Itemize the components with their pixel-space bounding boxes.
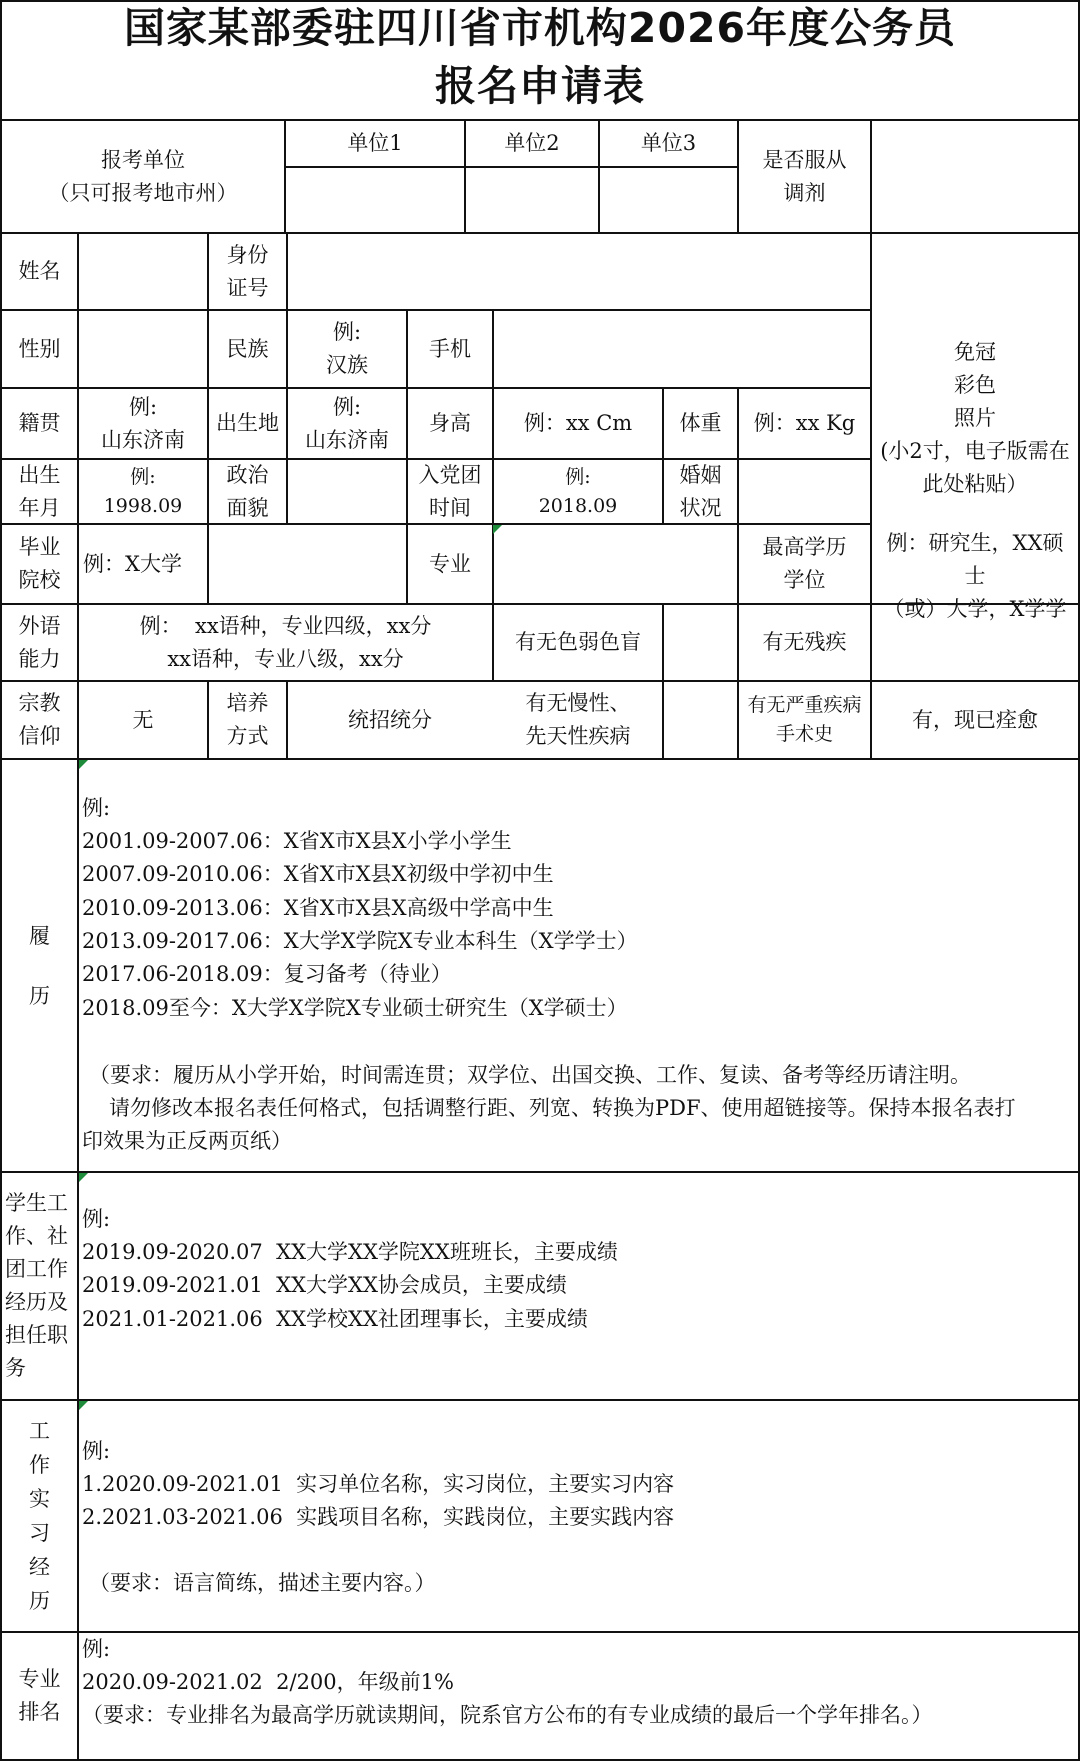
weight-field[interactable]: 例：xx Kg <box>753 411 856 435</box>
internship-field[interactable] <box>79 1401 1078 1631</box>
religion-label: 宗教 信仰 <box>18 691 61 748</box>
resume-note-line: 请勿修改本报名表任何格式，包括调整行距、列宽、转换为PDF、使用超链接等。保持本报名表打 <box>89 1096 1016 1120</box>
unit1-field[interactable] <box>286 168 464 232</box>
resume-field[interactable] <box>79 760 1078 1171</box>
chronic-label: 有无慢性、 先天性疾病 <box>525 691 631 748</box>
gender-field[interactable] <box>79 311 207 387</box>
school-label: 毕业 院校 <box>18 535 61 592</box>
internship-line: 2.2021.03-2021.06 实践项目名称，实践岗位，主要实践内容 <box>82 1505 675 1529</box>
disability-field[interactable] <box>872 605 1078 680</box>
party-field[interactable]: 例: 2018.09 <box>538 465 618 517</box>
training-label: 培养 方式 <box>226 691 269 748</box>
ranking-field[interactable] <box>79 1633 1078 1759</box>
resume-line: 2007.09-2010.06：X省X市X县X初级中学初中生 <box>82 862 554 886</box>
language-field[interactable]: 例： xx语种，专业四级，xx分 xx语种，专业八级，xx分 <box>139 613 432 671</box>
gender-label: 性别 <box>18 336 61 361</box>
degree-field[interactable]: 例：研究生，XX硕 士 （或）大学，X学学 <box>883 531 1067 621</box>
photo-box[interactable]: 免冠 彩色 照片 (小2寸，电子版需在 此处粘贴） <box>880 340 1070 496</box>
birth-field[interactable]: 例: 1998.09 <box>103 465 183 517</box>
ranking-label: 专业 排名 <box>18 1667 61 1724</box>
student-work-line: 2019.09-2021.01 XX大学XX协会成员，主要成绩 <box>82 1273 567 1297</box>
id-label: 身份 证号 <box>226 242 269 300</box>
resume-line: 2018.09至今：X大学X学院X专业硕士研究生（X学硕士） <box>82 996 628 1020</box>
resume-line: 2017.06-2018.09：复习备考（待业） <box>82 962 452 986</box>
ranking-line: （要求：专业排名为最高学历就读期间，院系官方公布的有专业成绩的最后一个学年排名。） <box>82 1703 933 1727</box>
major-field[interactable] <box>494 525 737 603</box>
weight-label: 体重 <box>679 411 722 435</box>
native-field[interactable]: 例: 山东济南 <box>101 394 185 452</box>
ranking-line: 例: <box>82 1637 111 1661</box>
internship-note: （要求：语言简练，描述主要内容。） <box>89 1571 436 1595</box>
surgery-label: 有无严重疾病 手术史 <box>747 694 862 745</box>
height-field[interactable]: 例：xx Cm <box>523 411 633 435</box>
internship-line: 例: <box>82 1439 111 1463</box>
degree-label: 最高学历 学位 <box>762 535 847 592</box>
resume-note-line: 印效果为正反两页纸） <box>82 1129 292 1153</box>
resume-line: 2013.09-2017.06：X大学X学院X专业本科生（X学学士） <box>82 929 638 953</box>
resume-label: 履 历 <box>29 923 50 1008</box>
school-field[interactable]: 例：X大学 <box>83 551 182 576</box>
language-label: 外语 能力 <box>18 613 61 671</box>
form-title-line-2: 报名申请表 <box>435 62 645 110</box>
resume-line: 2010.09-2013.06：X省X市X县X高级中学高中生 <box>82 896 554 920</box>
native-label: 籍贯 <box>18 411 61 435</box>
resume-line: 例: <box>82 796 111 820</box>
birthplace-label: 出生地 <box>216 411 279 435</box>
colorblind-field[interactable] <box>664 605 737 680</box>
unit1-label: 单位1 <box>347 131 403 155</box>
ranking-line: 2020.09-2021.02 2/200，年级前1% <box>82 1670 454 1694</box>
marriage-field[interactable] <box>739 460 870 523</box>
phone-field[interactable] <box>494 311 870 387</box>
internship-label: 工 作 实 习 经 历 <box>29 1419 50 1613</box>
student-work-field[interactable] <box>79 1173 1078 1399</box>
party-label: 入党团 时间 <box>418 462 482 520</box>
resume-line: 2001.09-2007.06：X省X市X县X小学小学生 <box>82 829 512 853</box>
student-work-line: 2021.01-2021.06 XX学校XX社团理事长，主要成绩 <box>82 1307 588 1331</box>
training-field[interactable]: 统招统分 <box>348 707 432 732</box>
student-work-label: 学生工 作、社 团工作 经历及 担任职 务 <box>5 1191 68 1380</box>
internship-line: 1.2020.09-2021.01 实习单位名称，实习岗位，主要实习内容 <box>82 1472 675 1496</box>
height-label: 身高 <box>429 411 471 435</box>
political-field[interactable] <box>288 460 406 523</box>
unit3-field[interactable] <box>600 168 737 232</box>
surgery-field[interactable]: 有，现已痊愈 <box>912 707 1038 732</box>
religion-field[interactable]: 无 <box>132 707 154 732</box>
birthplace-field[interactable]: 例: 山东济南 <box>305 394 389 452</box>
adjust-label: 是否服从 调剂 <box>762 147 847 205</box>
political-label: 政治 面貌 <box>226 462 269 520</box>
unit2-label: 单位2 <box>504 131 560 155</box>
id-field[interactable] <box>288 234 870 309</box>
phone-label: 手机 <box>429 336 471 361</box>
ethnic-field[interactable]: 例: 汉族 <box>326 320 368 377</box>
adjust-field[interactable] <box>872 121 1078 232</box>
chronic-field[interactable] <box>664 682 737 758</box>
name-field[interactable] <box>79 234 207 309</box>
unit3-label: 单位3 <box>640 131 697 155</box>
student-work-line: 2019.09-2020.07 XX大学XX学院XX班班长，主要成绩 <box>82 1240 618 1264</box>
marriage-label: 婚姻 状况 <box>679 462 722 520</box>
disability-label: 有无残疾 <box>762 630 847 654</box>
name-label: 姓名 <box>18 259 61 283</box>
colorblind-label: 有无色弱色盲 <box>515 630 641 654</box>
birth-label: 出生 年月 <box>18 462 61 520</box>
form-title-line-1: 国家某部委驻四川省市机构2026年度公务员 <box>123 4 957 52</box>
unit2-field[interactable] <box>466 168 598 232</box>
ethnic-label: 民族 <box>226 336 269 361</box>
resume-note-line: （要求：履历从小学开始，时间需连贯；双学位、出国交换、工作、复读、备考等经历请注明。 <box>89 1063 971 1087</box>
major-label: 专业 <box>429 551 471 576</box>
student-work-line: 例: <box>82 1207 111 1231</box>
apply-unit-label: 报考单位 （只可报考地市州） <box>48 147 238 205</box>
